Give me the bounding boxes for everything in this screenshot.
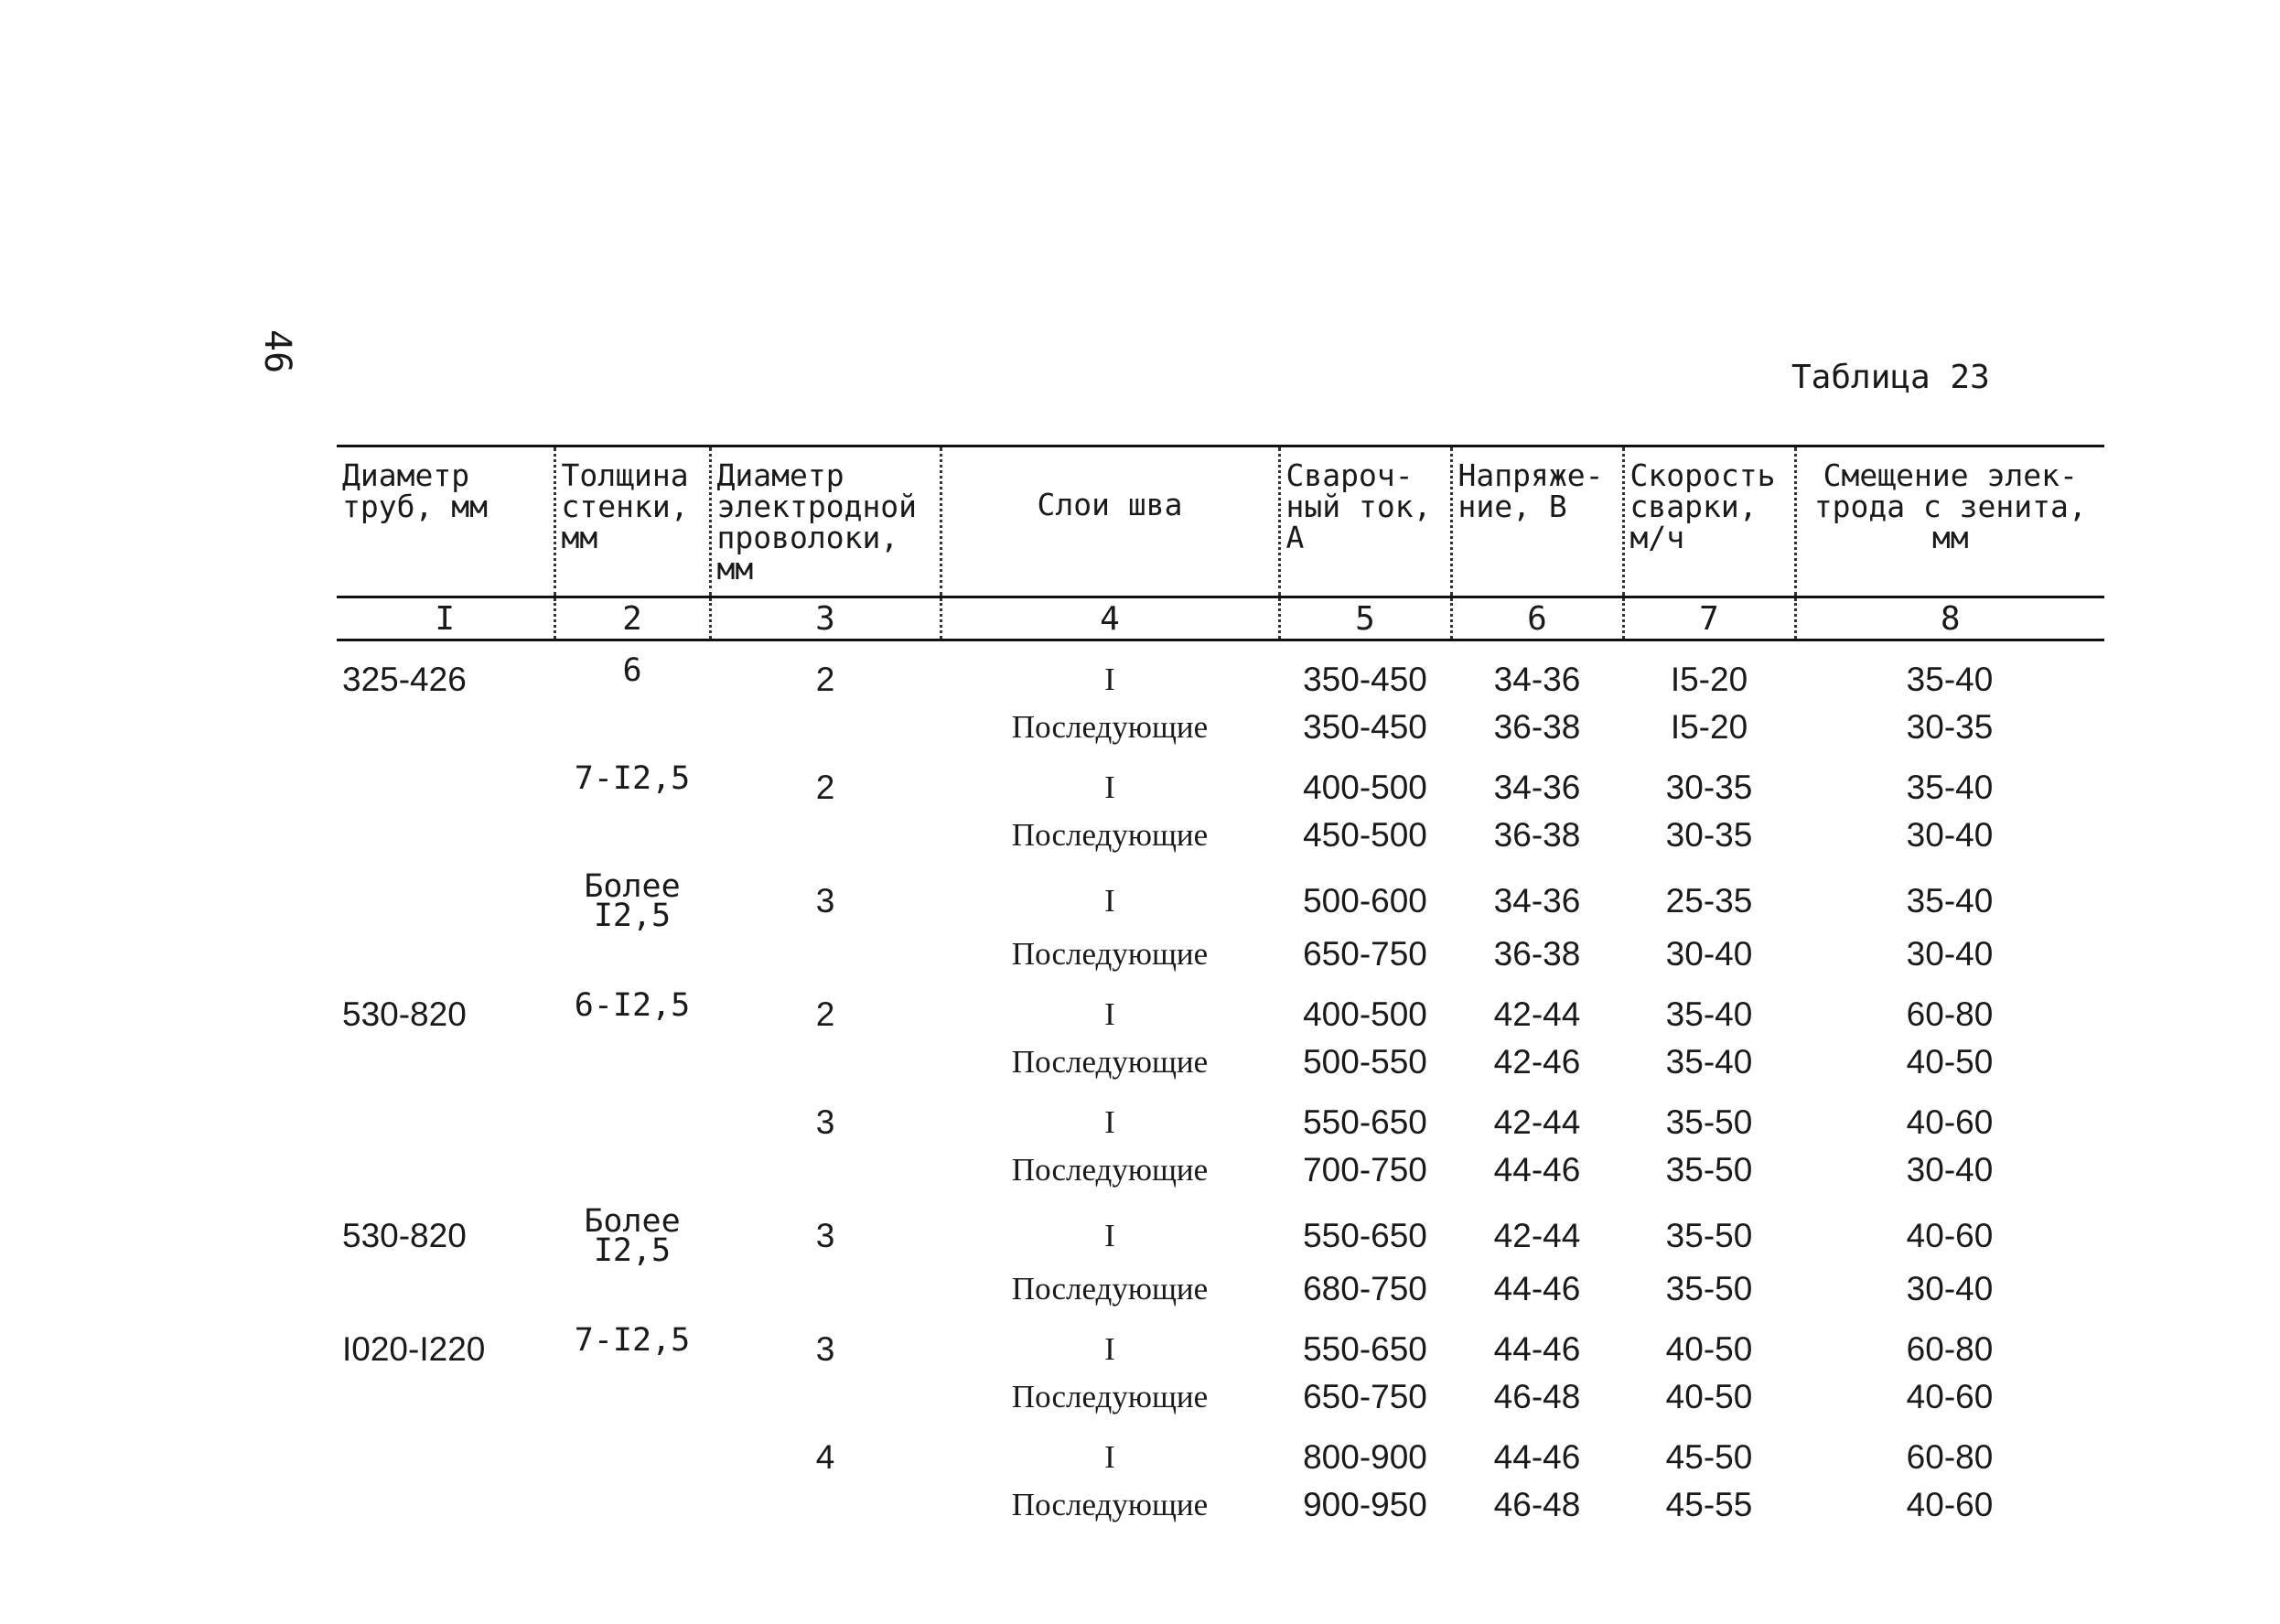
cell-welding-current: 650-750 — [1303, 935, 1427, 973]
cell-wire-diameter: 2 — [815, 769, 835, 806]
cell-pipe-diameter — [337, 1481, 554, 1529]
cell-pipe-diameter — [337, 1265, 554, 1313]
table-row — [337, 930, 2104, 978]
cell-pipe-diameter — [337, 1434, 554, 1481]
table-row — [337, 1326, 2104, 1373]
column-number: 5 — [1279, 597, 1451, 640]
column-number-row — [337, 597, 2104, 640]
table-row — [337, 640, 2104, 704]
cell-welding-speed: I5-20 — [1670, 708, 1748, 746]
cell-weld-layer: Последующие — [1011, 1152, 1209, 1188]
cell-welding-speed: 35-40 — [1665, 995, 1753, 1033]
table-row — [337, 1265, 2104, 1313]
cell-wall-thickness — [554, 1434, 710, 1481]
cell-wall-thickness — [554, 1373, 710, 1421]
cell-voltage: 36-38 — [1493, 708, 1581, 746]
cell-welding-current: 900-950 — [1303, 1486, 1427, 1523]
cell-voltage: 42-44 — [1493, 1103, 1581, 1141]
cell-welding-speed: 35-50 — [1665, 1217, 1753, 1254]
cell-wire-diameter: 2 — [815, 661, 835, 698]
column-number: 4 — [941, 597, 1279, 640]
cell-wall-thickness: 6 — [622, 652, 642, 689]
header-row — [337, 446, 2104, 597]
cell-welding-current: 400-500 — [1303, 995, 1427, 1033]
column-number: 6 — [1451, 597, 1623, 640]
header-wire-diameter: Диаметр электродной проволоки, мм — [710, 446, 941, 597]
cell-welding-current: 550-650 — [1303, 1217, 1427, 1254]
cell-electrode-offset: 30-40 — [1906, 1151, 1994, 1188]
cell-welding-speed: 35-50 — [1665, 1270, 1753, 1307]
header-welding-current: Свароч-ный ток, А — [1279, 446, 1451, 597]
welding-modes-table-wrapper — [337, 445, 2104, 1529]
cell-voltage: 44-46 — [1493, 1270, 1581, 1307]
cell-voltage: 46-48 — [1493, 1378, 1581, 1415]
cell-pipe-diameter — [337, 764, 554, 812]
cell-wire-diameter: 4 — [815, 1438, 835, 1476]
cell-wall-thickness — [554, 1099, 710, 1146]
cell-electrode-offset: 35-40 — [1906, 769, 1994, 806]
cell-pipe-diameter — [337, 1146, 554, 1194]
cell-wire-diameter — [710, 812, 941, 859]
row-spacer — [337, 1086, 2104, 1099]
cell-welding-current: 500-550 — [1303, 1043, 1427, 1081]
cell-pipe-diameter: I020-I220 — [342, 1330, 486, 1368]
cell-wall-thickness — [554, 930, 710, 978]
cell-electrode-offset: 40-50 — [1906, 1043, 1994, 1081]
cell-wire-diameter: 3 — [815, 1330, 835, 1368]
cell-welding-speed: 40-50 — [1665, 1378, 1753, 1415]
cell-weld-layer: Последующие — [1011, 1487, 1209, 1522]
cell-electrode-offset: 40-60 — [1906, 1103, 1994, 1141]
cell-voltage: 42-44 — [1493, 995, 1581, 1033]
cell-electrode-offset: 35-40 — [1906, 661, 1994, 698]
cell-welding-current: 800-900 — [1303, 1438, 1427, 1476]
cell-wire-diameter — [710, 704, 941, 751]
cell-weld-layer: I — [1104, 769, 1115, 805]
cell-weld-layer: I — [1104, 1104, 1115, 1140]
header-welding-speed: Скорость сварки, м/ч — [1623, 446, 1795, 597]
cell-welding-speed: 30-40 — [1665, 935, 1753, 973]
cell-electrode-offset: 60-80 — [1906, 1438, 1994, 1476]
cell-wire-diameter: 2 — [815, 995, 835, 1033]
cell-welding-current: 550-650 — [1303, 1103, 1427, 1141]
cell-welding-current: 350-450 — [1303, 708, 1427, 746]
cell-welding-current: 700-750 — [1303, 1151, 1427, 1188]
cell-welding-current: 500-600 — [1303, 882, 1427, 920]
page-number: 46 — [256, 329, 298, 374]
cell-welding-speed: 45-50 — [1665, 1438, 1753, 1476]
cell-voltage: 46-48 — [1493, 1486, 1581, 1523]
table-caption: Таблица 23 — [1791, 359, 1990, 396]
cell-voltage: 36-38 — [1493, 816, 1581, 854]
cell-wall-thickness — [554, 1038, 710, 1086]
cell-voltage: 44-46 — [1493, 1438, 1581, 1476]
welding-modes-table — [337, 445, 2104, 1529]
table-row — [337, 1099, 2104, 1146]
cell-pipe-diameter — [337, 872, 554, 930]
cell-pipe-diameter — [337, 1099, 554, 1146]
cell-electrode-offset: 40-60 — [1906, 1378, 1994, 1415]
cell-welding-speed: 35-50 — [1665, 1151, 1753, 1188]
cell-weld-layer: Последующие — [1011, 1271, 1209, 1307]
table-row — [337, 1207, 2104, 1265]
cell-welding-speed: 30-35 — [1665, 769, 1753, 806]
table-body — [337, 640, 2104, 1530]
cell-wire-diameter — [710, 1038, 941, 1086]
cell-wall-thickness: 6-I2,5 — [574, 987, 691, 1024]
cell-welding-current: 400-500 — [1303, 769, 1427, 806]
cell-weld-layer: I — [1104, 661, 1115, 697]
cell-weld-layer: Последующие — [1011, 1044, 1209, 1080]
table-row — [337, 1146, 2104, 1194]
cell-wall-thickness: Более I2,5 — [584, 1203, 681, 1269]
cell-wall-thickness — [554, 1146, 710, 1194]
cell-wire-diameter — [710, 1373, 941, 1421]
cell-welding-current: 450-500 — [1303, 816, 1427, 854]
table-row — [337, 991, 2104, 1038]
cell-welding-current: 650-750 — [1303, 1378, 1427, 1415]
cell-pipe-diameter — [337, 812, 554, 859]
cell-wire-diameter — [710, 1265, 941, 1313]
cell-welding-speed: I5-20 — [1670, 661, 1748, 698]
cell-pipe-diameter — [337, 930, 554, 978]
cell-voltage: 34-36 — [1493, 661, 1581, 698]
cell-weld-layer: Последующие — [1011, 817, 1209, 853]
cell-wire-diameter — [710, 930, 941, 978]
table-row — [337, 764, 2104, 812]
cell-wall-thickness: 7-I2,5 — [574, 760, 691, 797]
header-electrode-offset: Смещение элек-трода с зенита, мм — [1795, 446, 2104, 597]
cell-wall-thickness — [554, 704, 710, 751]
table-row — [337, 1373, 2104, 1421]
cell-welding-speed: 35-50 — [1665, 1103, 1753, 1141]
cell-electrode-offset: 40-60 — [1906, 1486, 1994, 1523]
cell-welding-current: 680-750 — [1303, 1270, 1427, 1307]
cell-voltage: 42-46 — [1493, 1043, 1581, 1081]
cell-wall-thickness — [554, 1481, 710, 1529]
table-row — [337, 1434, 2104, 1481]
cell-weld-layer: I — [1104, 883, 1115, 919]
header-voltage: Напряже-ние, В — [1451, 446, 1623, 597]
cell-electrode-offset: 30-40 — [1906, 816, 1994, 854]
column-number: 2 — [554, 597, 710, 640]
column-number: 3 — [710, 597, 941, 640]
cell-weld-layer: Последующие — [1011, 936, 1209, 972]
column-number: 8 — [1795, 597, 2104, 640]
cell-electrode-offset: 30-40 — [1906, 1270, 1994, 1307]
cell-weld-layer: I — [1104, 1331, 1115, 1367]
cell-pipe-diameter — [337, 704, 554, 751]
header-weld-layers: Слои шва — [941, 446, 1279, 597]
table-row — [337, 704, 2104, 751]
cell-electrode-offset: 60-80 — [1906, 1330, 1994, 1368]
table-row — [337, 872, 2104, 930]
cell-pipe-diameter: 530-820 — [342, 1217, 467, 1254]
cell-electrode-offset: 40-60 — [1906, 1217, 1994, 1254]
cell-pipe-diameter: 530-820 — [342, 995, 467, 1033]
cell-voltage: 36-38 — [1493, 935, 1581, 973]
cell-wall-thickness — [554, 1265, 710, 1313]
cell-electrode-offset: 60-80 — [1906, 995, 1994, 1033]
cell-welding-speed: 40-50 — [1665, 1330, 1753, 1368]
cell-voltage: 44-46 — [1493, 1330, 1581, 1368]
cell-wire-diameter — [710, 1481, 941, 1529]
table-row — [337, 812, 2104, 859]
cell-weld-layer: I — [1104, 996, 1115, 1032]
cell-welding-speed: 35-40 — [1665, 1043, 1753, 1081]
cell-weld-layer: Последующие — [1011, 1379, 1209, 1414]
cell-voltage: 34-36 — [1493, 882, 1581, 920]
cell-wire-diameter: 3 — [815, 1217, 835, 1254]
cell-electrode-offset: 35-40 — [1906, 882, 1994, 920]
row-spacer — [337, 1421, 2104, 1434]
cell-electrode-offset: 30-35 — [1906, 708, 1994, 746]
cell-voltage: 34-36 — [1493, 769, 1581, 806]
cell-voltage: 44-46 — [1493, 1151, 1581, 1188]
cell-electrode-offset: 30-40 — [1906, 935, 1994, 973]
cell-pipe-diameter — [337, 1038, 554, 1086]
table-row — [337, 1481, 2104, 1529]
cell-welding-speed: 45-55 — [1665, 1486, 1753, 1523]
cell-wall-thickness: 7-I2,5 — [574, 1322, 691, 1359]
cell-welding-current: 350-450 — [1303, 661, 1427, 698]
cell-wall-thickness: Более I2,5 — [584, 868, 681, 934]
cell-weld-layer: I — [1104, 1218, 1115, 1253]
cell-welding-speed: 30-35 — [1665, 816, 1753, 854]
header-wall-thickness: Толщина стенки, мм — [554, 446, 710, 597]
cell-welding-current: 550-650 — [1303, 1330, 1427, 1368]
cell-wall-thickness — [554, 812, 710, 859]
cell-welding-speed: 25-35 — [1665, 882, 1753, 920]
cell-voltage: 42-44 — [1493, 1217, 1581, 1254]
cell-wire-diameter — [710, 1146, 941, 1194]
header-pipe-diameter: Диаметр труб, мм — [337, 446, 554, 597]
cell-weld-layer: Последующие — [1011, 709, 1209, 745]
cell-weld-layer: I — [1104, 1439, 1115, 1475]
cell-wire-diameter: 3 — [815, 882, 835, 920]
cell-wire-diameter: 3 — [815, 1103, 835, 1141]
cell-pipe-diameter: 325-426 — [342, 661, 467, 698]
table-row — [337, 1038, 2104, 1086]
cell-pipe-diameter — [337, 1373, 554, 1421]
column-number: I — [337, 597, 554, 640]
column-number: 7 — [1623, 597, 1795, 640]
